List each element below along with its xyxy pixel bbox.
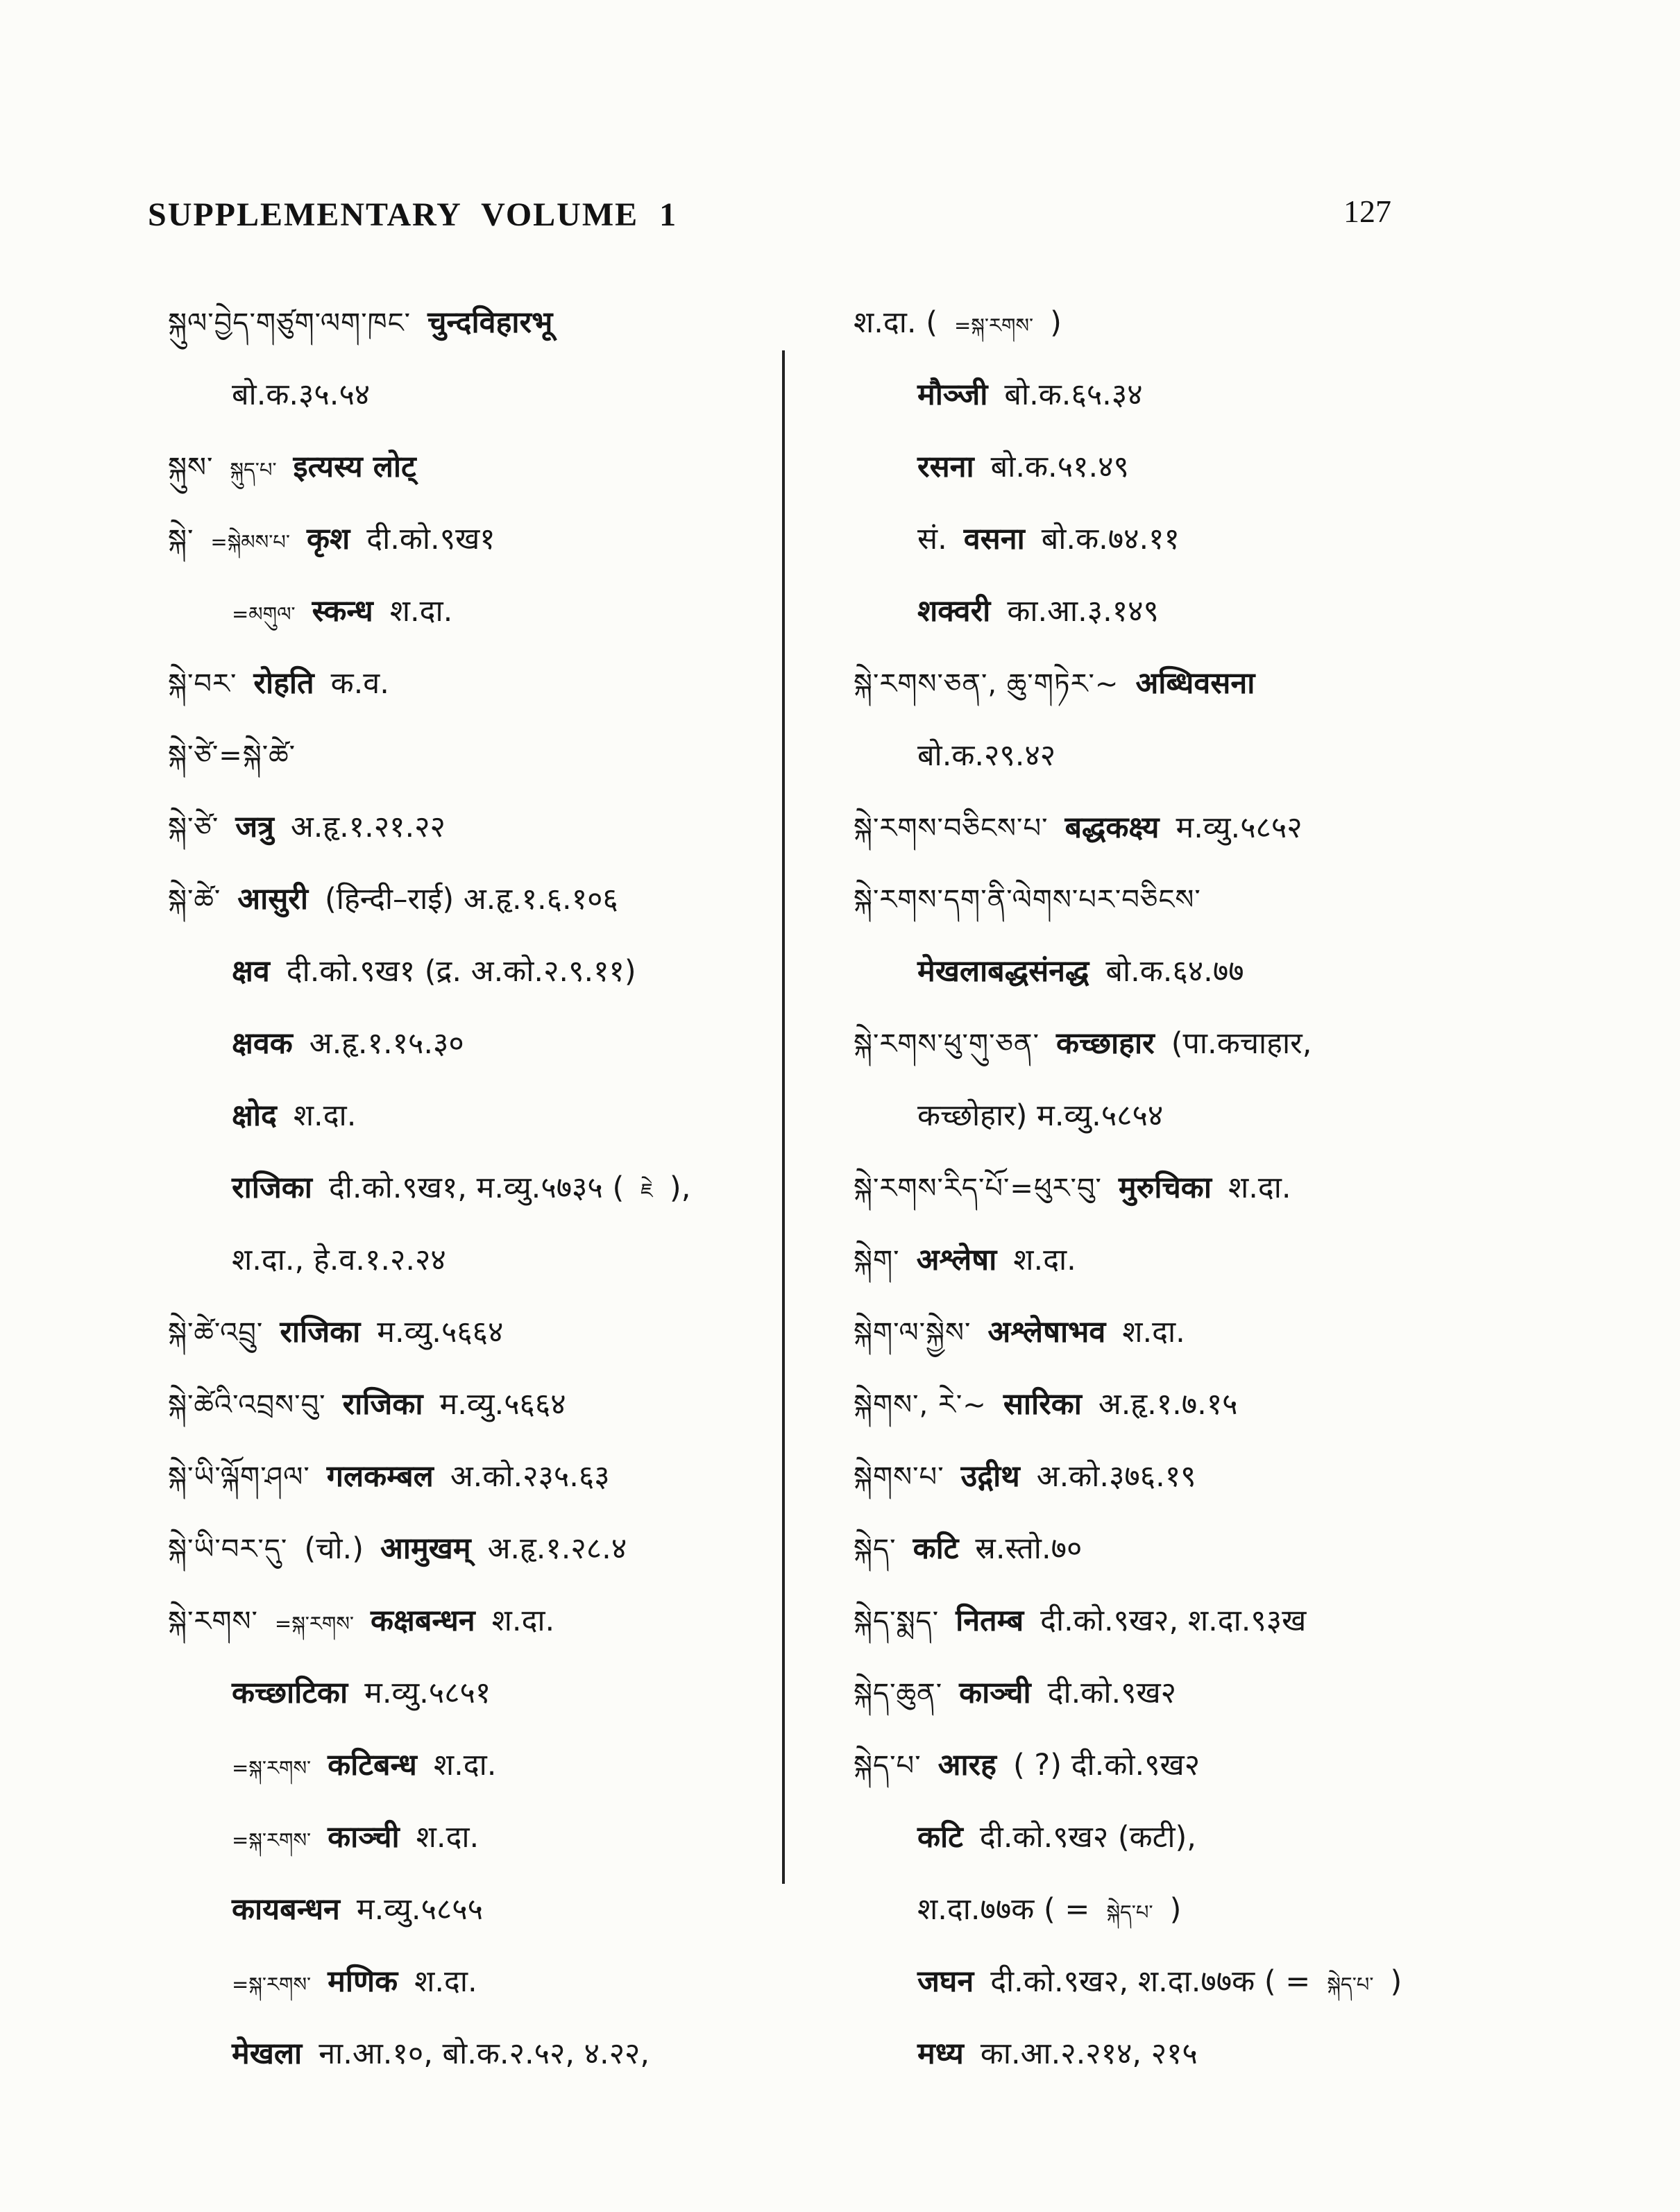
sanskrit-gloss: आरह bbox=[937, 1748, 996, 1783]
reference-text: दी.को.९ख२ (कटी), bbox=[979, 1820, 1196, 1855]
sanskrit-gloss: नितम्ब bbox=[956, 1603, 1024, 1638]
reference-text: श.दा. bbox=[433, 1748, 497, 1783]
tibetan-headword: སྐེག་ལ་སྐྱེས་ bbox=[854, 1317, 971, 1349]
sanskrit-gloss: राजिका bbox=[280, 1315, 361, 1350]
reference-text: का.आ.३.१४९ bbox=[1007, 594, 1159, 629]
reference-text: श.दा. bbox=[414, 1964, 477, 1999]
reference-text: अ.हृ.१.७.१५ bbox=[1098, 1387, 1238, 1422]
reference-text: म.व्यु.५८५२ bbox=[1176, 810, 1303, 845]
reference-text: श.दा. bbox=[1228, 1171, 1291, 1205]
tibetan-headword: སྐེ་ཡི་བར་དུ་ bbox=[168, 1533, 288, 1565]
reference-text: सं. bbox=[917, 522, 947, 556]
tibetan-equivalent: =སྐ་རགས་ bbox=[232, 1973, 312, 1996]
entry-line bbox=[168, 880, 779, 924]
entry-line bbox=[168, 1169, 779, 1213]
sanskrit-gloss: राजिका bbox=[342, 1387, 423, 1422]
entry-line bbox=[854, 593, 1652, 636]
entry-line bbox=[168, 304, 779, 348]
sanskrit-gloss: मेखलाबद्धसंनद्ध bbox=[917, 954, 1089, 989]
tibetan-equivalent: ཇེ bbox=[640, 1179, 653, 1202]
entry-line bbox=[168, 1025, 779, 1069]
entry-line bbox=[168, 1313, 779, 1357]
entry-line bbox=[168, 1097, 779, 1141]
entry-line bbox=[168, 737, 779, 780]
reference-text: दी.को.९ख२, श.दा.९३ख bbox=[1040, 1603, 1307, 1638]
entry-line bbox=[854, 304, 1652, 348]
reference-text: अ.हृ.१.२८.४ bbox=[487, 1531, 627, 1566]
tibetan-headword: སྐེད་ bbox=[854, 1533, 897, 1565]
sanskrit-gloss: रोहति bbox=[253, 666, 314, 701]
sanskrit-gloss: राजिका bbox=[232, 1171, 312, 1205]
sanskrit-gloss: स्कन्ध bbox=[312, 594, 373, 629]
tibetan-equivalent: སྐུད་པ་ bbox=[230, 458, 277, 482]
reference-text: श.दा.७७क ( = bbox=[917, 1892, 1090, 1927]
sanskrit-gloss: रसना bbox=[917, 450, 974, 484]
entry-line bbox=[854, 809, 1652, 853]
tibetan-headword: སྐེ་ bbox=[168, 524, 194, 556]
sanskrit-gloss: मणिक bbox=[328, 1964, 398, 1999]
entry-line bbox=[168, 1674, 779, 1718]
tibetan-equivalent: སྐེད་པ་ bbox=[1106, 1900, 1153, 1924]
entry-line bbox=[168, 1530, 779, 1574]
tibetan-equivalent: =སྐ་རགས་ bbox=[232, 1828, 312, 1852]
sanskrit-gloss: आसुरी bbox=[237, 882, 309, 917]
sanskrit-gloss: चुन्दविहारभू bbox=[427, 305, 553, 340]
tibetan-headword: སྐུལ་བྱེད་གཙུག་ལག་ཁང་ bbox=[168, 307, 411, 339]
entry-line bbox=[854, 376, 1652, 420]
entry-line bbox=[854, 953, 1652, 996]
reference-text: अ.को.२३५.६३ bbox=[450, 1459, 610, 1494]
sanskrit-gloss: काञ्ची bbox=[959, 1676, 1031, 1710]
tibetan-headword: སྐེ་རགས་རིད་པོ་=ཕུར་བུ་ bbox=[854, 1173, 1102, 1205]
entry-line bbox=[168, 1386, 779, 1429]
entry-line bbox=[854, 1674, 1652, 1718]
entry-line bbox=[168, 1819, 779, 1862]
sanskrit-gloss: कटि bbox=[913, 1531, 959, 1566]
entry-line bbox=[854, 737, 1652, 781]
reference-text: बो.क.२९.४२ bbox=[917, 738, 1056, 773]
sanskrit-gloss: मध्य bbox=[917, 2036, 964, 2071]
sanskrit-gloss: आमुखम् bbox=[380, 1531, 471, 1566]
sanskrit-gloss: अश्लेषाभव bbox=[987, 1315, 1106, 1350]
entry-line bbox=[168, 2035, 779, 2079]
reference-text: अ.हृ.१.२१.२२ bbox=[290, 810, 446, 844]
tibetan-headword: སྐེ་ཙེ་=སྐེ་ཚེ་ bbox=[168, 740, 296, 772]
tibetan-equivalent: =སྐ་རགས་ bbox=[232, 1756, 312, 1780]
reference-text: बो.क.६४.७७ bbox=[1105, 954, 1244, 989]
entry-line bbox=[168, 376, 779, 420]
sanskrit-gloss: बद्धकक्ष्य bbox=[1064, 810, 1160, 845]
reference-text: ) bbox=[1169, 1892, 1182, 1927]
entry-line bbox=[168, 1241, 779, 1285]
reference-text: श.दा. bbox=[1122, 1315, 1185, 1350]
sanskrit-gloss: कक्षबन्धन bbox=[371, 1603, 475, 1638]
tibetan-headword: སྐེག་ bbox=[854, 1245, 900, 1277]
entry-line bbox=[854, 1169, 1652, 1213]
entry-line bbox=[854, 1025, 1652, 1069]
reference-text: श.दा. bbox=[416, 1820, 480, 1855]
entry-line bbox=[854, 1746, 1652, 1790]
reference-text: दी.को.९ख१, म.व्यु.५७३५ ( bbox=[328, 1171, 625, 1205]
tibetan-equivalent: =སྐེམས་པ་ bbox=[210, 530, 290, 554]
entry-line bbox=[854, 1097, 1652, 1141]
entry-line bbox=[168, 665, 779, 708]
sanskrit-gloss: जत्रु bbox=[235, 810, 274, 844]
sanskrit-gloss: मौञ्जी bbox=[917, 377, 988, 412]
tibetan-headword: སྐེད་ཆུན་ bbox=[854, 1678, 943, 1710]
entry-line bbox=[168, 1746, 779, 1790]
reference-text: कच्छोहार) म.व्यु.५८५४ bbox=[917, 1098, 1164, 1133]
tibetan-equivalent: =མགུལ་ bbox=[232, 602, 296, 626]
entry-line bbox=[854, 1313, 1652, 1357]
entry-line bbox=[854, 2035, 1652, 2079]
reference-text: दी.को.९ख१ bbox=[366, 522, 495, 556]
tibetan-headword: སྐེ་ཚེ་འབྲུ་ bbox=[168, 1317, 264, 1349]
sanskrit-gloss: जघन bbox=[917, 1964, 974, 1999]
tibetan-headword: སྐེ་རགས་ bbox=[168, 1606, 258, 1637]
reference-text: दी.को.९ख२ bbox=[1047, 1676, 1177, 1710]
reference-text: श.दा. bbox=[293, 1098, 357, 1133]
reference-text: ( ?) दी.को.९ख२ bbox=[1012, 1748, 1200, 1783]
reference-text: अ.को.३७६.१९ bbox=[1036, 1459, 1196, 1494]
reference-text: बो.क.६५.३४ bbox=[1004, 377, 1143, 412]
dictionary-column-right bbox=[854, 304, 1652, 2107]
reference-text: अ.हृ.१.१५.३० bbox=[309, 1026, 464, 1061]
sanskrit-gloss: कच्छाटिका bbox=[232, 1676, 348, 1710]
entry-line bbox=[168, 953, 779, 996]
page-number: 127 bbox=[1343, 194, 1391, 229]
reference-text: श.दा. bbox=[1013, 1243, 1076, 1277]
reference-text: ) bbox=[1390, 1964, 1402, 1999]
tibetan-headword: སྐེ་རགས་དག་ནི་ལེགས་པར་བཅིངས་ bbox=[854, 884, 1201, 916]
sanskrit-gloss: कच्छाहार bbox=[1056, 1026, 1155, 1061]
sanskrit-gloss: सारिका bbox=[1003, 1387, 1082, 1422]
reference-text: म.व्यु.५६६४ bbox=[377, 1315, 504, 1350]
reference-text: बो.क.३५.५४ bbox=[232, 377, 371, 412]
sanskrit-gloss: कृश bbox=[306, 522, 350, 556]
entry-line bbox=[168, 520, 779, 564]
entry-line bbox=[854, 1530, 1652, 1574]
sanskrit-gloss: क्षोद bbox=[232, 1098, 277, 1133]
reference-text: म.व्यु.५८५१ bbox=[364, 1676, 491, 1710]
tibetan-headword: སྐེ་ཚེ་ bbox=[168, 884, 221, 916]
sanskrit-gloss: क्षव bbox=[232, 954, 270, 989]
reference-text: स्र.स्तो.७० bbox=[975, 1531, 1083, 1566]
tibetan-headword: སྐེགས་པ་ bbox=[854, 1461, 944, 1493]
entry-line bbox=[854, 520, 1652, 564]
sanskrit-gloss: कटिबन्ध bbox=[328, 1748, 417, 1783]
entry-line bbox=[854, 1241, 1652, 1285]
reference-text: दी.को.९ख२, श.दा.७७क ( = bbox=[990, 1964, 1311, 1999]
reference-text: श.दा. bbox=[389, 594, 453, 629]
sanskrit-gloss: वसना bbox=[963, 522, 1025, 556]
tibetan-headword: སྐེ་ཙེ་ bbox=[168, 812, 219, 844]
entry-line bbox=[168, 1891, 779, 1934]
entry-line bbox=[168, 1602, 779, 1646]
tibetan-headword: སྐུས་ bbox=[168, 452, 214, 484]
sanskrit-gloss: मुरुचिका bbox=[1118, 1171, 1212, 1205]
tibetan-headword: སྐེགས་, རེ་~ bbox=[854, 1389, 987, 1421]
sanskrit-gloss: शक्वरी bbox=[917, 594, 991, 629]
tibetan-equivalent: =སྐ་རགས་ bbox=[954, 314, 1034, 337]
entry-line bbox=[854, 1386, 1652, 1429]
dictionary-column-left bbox=[168, 304, 779, 2107]
reference-text: श.दा., हे.व.१.२.२४ bbox=[232, 1243, 446, 1277]
sanskrit-gloss: उद्गीथ bbox=[960, 1459, 1020, 1494]
reference-text: म.व्यु.५६६४ bbox=[439, 1387, 566, 1422]
sanskrit-gloss: कायबन्धन bbox=[232, 1892, 340, 1927]
entry-line bbox=[854, 665, 1652, 708]
sanskrit-gloss: अब्धिवसना bbox=[1135, 666, 1255, 701]
reference-text: बो.क.७४.११ bbox=[1041, 522, 1180, 556]
entry-line bbox=[854, 1963, 1652, 2007]
sanskrit-gloss: गलकम्बल bbox=[326, 1459, 434, 1494]
reference-text: क.व. bbox=[330, 666, 389, 701]
reference-text: ), bbox=[669, 1171, 691, 1205]
sanskrit-gloss: मेखला bbox=[232, 2036, 303, 2071]
sanskrit-gloss: कटि bbox=[917, 1820, 963, 1855]
tibetan-headword: སྐེད་པ་ bbox=[854, 1750, 922, 1782]
column-divider-line bbox=[782, 350, 785, 1884]
tibetan-headword: སྐེ་རགས་ཕུ་གུ་ཅན་ bbox=[854, 1028, 1040, 1060]
tibetan-headword: སྐེ་ཡི་ལྐོག་ཤལ་ bbox=[168, 1461, 310, 1493]
entry-line bbox=[854, 448, 1652, 492]
entry-line bbox=[168, 593, 779, 636]
reference-text: (पा.कचाहार, bbox=[1171, 1026, 1312, 1061]
entry-line bbox=[168, 1458, 779, 1501]
sanskrit-gloss: अश्लेषा bbox=[916, 1243, 997, 1277]
tibetan-headword: སྐེད་སྨད་ bbox=[854, 1606, 940, 1637]
entry-line bbox=[854, 1819, 1652, 1862]
tibetan-equivalent: =སྐ་རགས་ bbox=[274, 1612, 355, 1635]
tibetan-headword: སྐེ་རགས་བཅིངས་པ་ bbox=[854, 813, 1049, 844]
entry-line bbox=[168, 448, 779, 492]
reference-text: बो.क.५१.४९ bbox=[990, 450, 1129, 484]
page-header-title: SUPPLEMENTARY VOLUME 1 bbox=[148, 196, 678, 233]
tibetan-headword: སྐེ་ཚེའི་འབྲས་བུ་ bbox=[168, 1389, 326, 1421]
reference-text: (चो.) bbox=[304, 1531, 364, 1566]
reference-text: का.आ.२.२१४, २१५ bbox=[980, 2036, 1198, 2071]
reference-text: ) bbox=[1050, 305, 1062, 340]
sanskrit-gloss: इत्यस्य लोट् bbox=[293, 450, 416, 484]
entry-line bbox=[854, 881, 1652, 924]
tibetan-headword: སྐེ་རགས་ཅན་, ཆུ་གཏེར་~ bbox=[854, 668, 1119, 700]
entry-line bbox=[854, 1602, 1652, 1646]
entry-line bbox=[168, 1963, 779, 2007]
reference-text: श.दा. bbox=[491, 1603, 555, 1638]
sanskrit-gloss: क्षवक bbox=[232, 1026, 293, 1061]
reference-text: म.व्यु.५८५५ bbox=[356, 1892, 484, 1927]
reference-text: दी.को.९ख१ (द्र. अ.को.२.९.११) bbox=[286, 954, 636, 989]
tibetan-equivalent: སྐེད་པ་ bbox=[1327, 1973, 1374, 1996]
sanskrit-gloss: काञ्ची bbox=[328, 1820, 400, 1855]
tibetan-headword: སྐེ་བར་ bbox=[168, 668, 237, 700]
reference-text: श.दा. ( bbox=[854, 305, 937, 340]
entry-line bbox=[168, 808, 779, 852]
reference-text: (हिन्दी–राई) अ.हृ.१.६.१०६ bbox=[325, 882, 618, 917]
entry-line bbox=[854, 1458, 1652, 1501]
reference-text: ना.आ.१०, बो.क.२.५२, ४.२२, bbox=[319, 2036, 650, 2071]
entry-line bbox=[854, 1891, 1652, 1934]
